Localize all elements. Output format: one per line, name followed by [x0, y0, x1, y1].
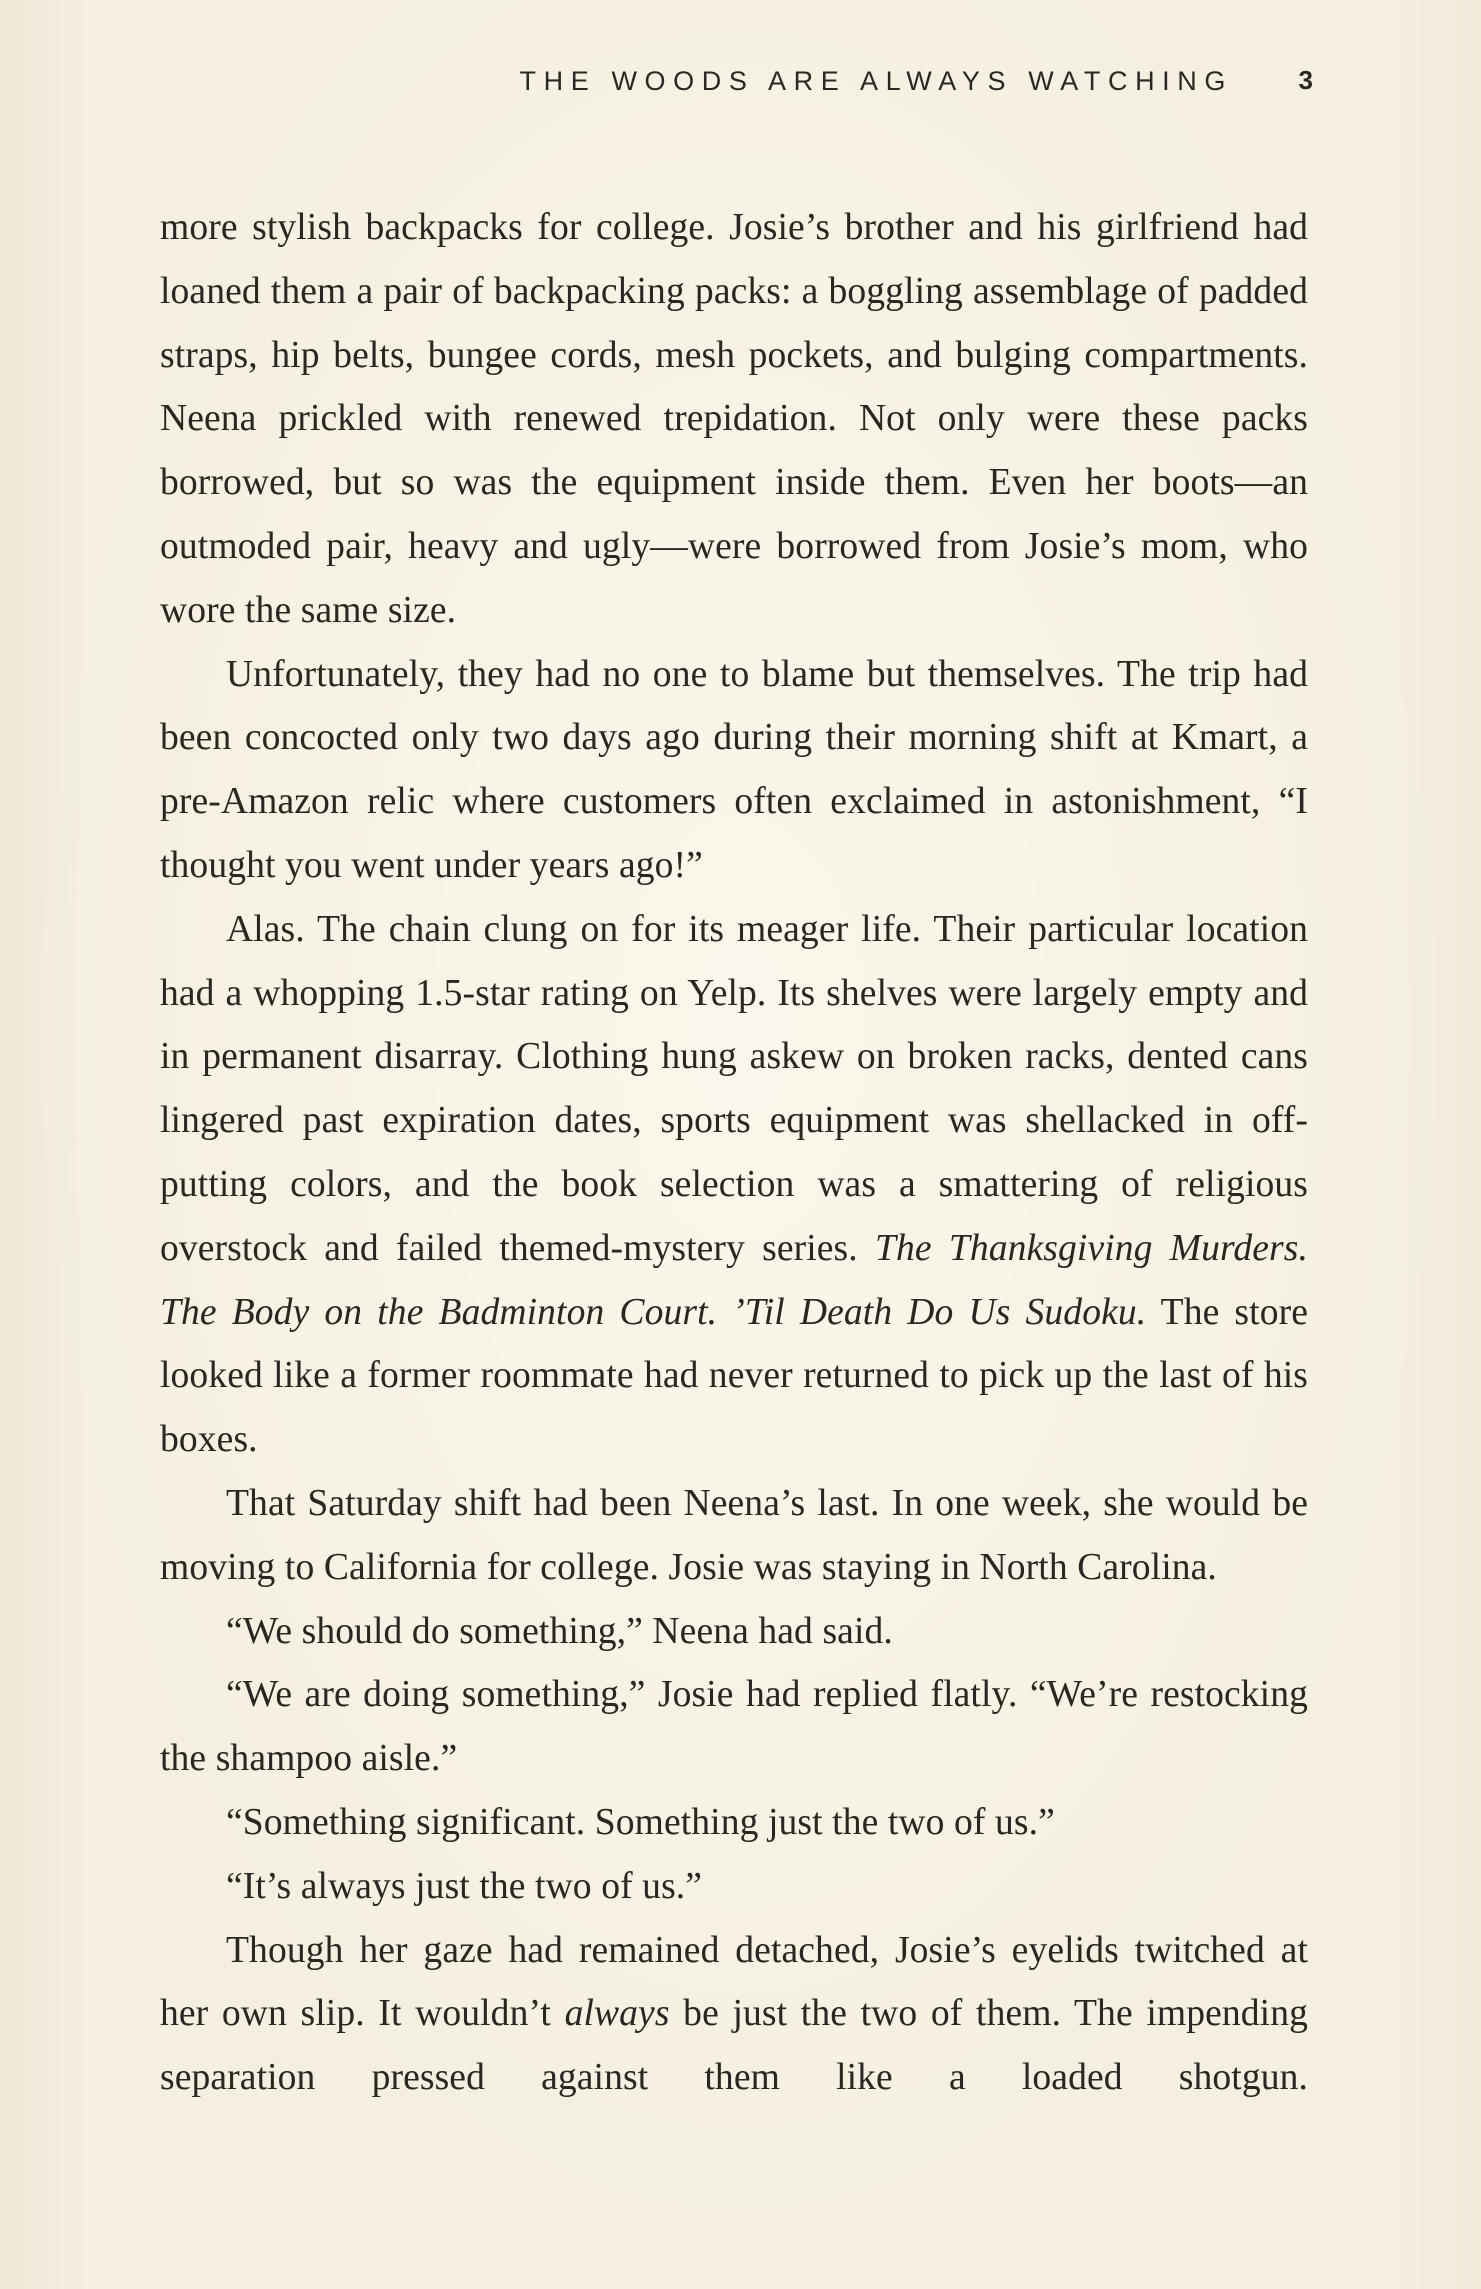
text-segment: Alas. The chain clung on for its meager life. Their particular location had a whopping 1.5-star rating on Yelp. Its shelves were largely empty and in permanent disarray. Clothing hung askew on broken racks, dented cans lingered past expiration dates, sports equipment was shellacked in off-putting colors, and the book selection was a smattering of religious overstock and failed themed-mystery series. — [160, 908, 1308, 1269]
text-segment: “We are doing something,” Josie had replied flatly. “We’re restocking the shampoo aisle.” — [160, 1674, 1308, 1780]
text-segment: “Something significant. Something just the two of us.” — [226, 1801, 1055, 1843]
page-header — [160, 66, 1313, 106]
paragraph-4 — [160, 1472, 1308, 1600]
paragraph-1 — [160, 196, 1308, 643]
text-segment: The store looked like a former roommate had never returned to pick up the last of his boxes. — [160, 1291, 1308, 1461]
text-segment: Though her gaze had remained detached, Josie’s eyelids twitched at her own slip. It wouldn’t — [160, 1929, 1308, 2035]
text-segment: That Saturday shift had been Neena’s last. In one week, she would be moving to California for college. Josie was staying in North Carolina. — [160, 1482, 1308, 1588]
book-titles: The Thanksgiving Murders. The Body on the Badminton Court. ’Til Death Do Us Sudoku. — [160, 1227, 1308, 1333]
paragraph-5 — [160, 1600, 1308, 1664]
paragraph-3 — [160, 898, 1308, 1472]
paragraph-6 — [160, 1663, 1308, 1791]
body-text — [160, 196, 1308, 2110]
paragraph-7 — [160, 1791, 1308, 1855]
text-segment: more stylish backpacks for college. Josie’s brother and his girlfriend had loaned them a pair of backpacking packs: a boggling assemblage of padded straps, hip belts, bungee cords, mesh pockets, and bulging compartments. Neena prickled with renewed trepidation. Not only were these packs borrowed, but so was the equipment inside them. Even her boots—an outmoded pair, heavy and ugly—were borrowed from Josie’s mom, who wore the same size. — [160, 207, 1308, 631]
page-number: 3 — [1298, 65, 1313, 95]
paragraph-8 — [160, 1855, 1308, 1919]
running-head: THE WOODS ARE ALWAYS WATCHING — [519, 66, 1233, 96]
emphasis: always — [564, 1993, 670, 2035]
text-segment: be just the two of them. The impending separation pressed against them like a loaded shotgun. — [160, 1993, 1308, 2099]
text-segment: “It’s always just the two of us.” — [226, 1865, 703, 1907]
text-segment: Unfortunately, they had no one to blame but themselves. The trip had been concocted only two days ago during their morning shift at Kmart, a pre-Amazon relic where customers often exclaimed in astonishment, “I thought you went under years ago!” — [160, 653, 1308, 886]
paragraph-2 — [160, 643, 1308, 898]
text-segment: “We should do something,” Neena had said. — [226, 1610, 893, 1652]
paragraph-9 — [160, 1919, 1308, 2110]
